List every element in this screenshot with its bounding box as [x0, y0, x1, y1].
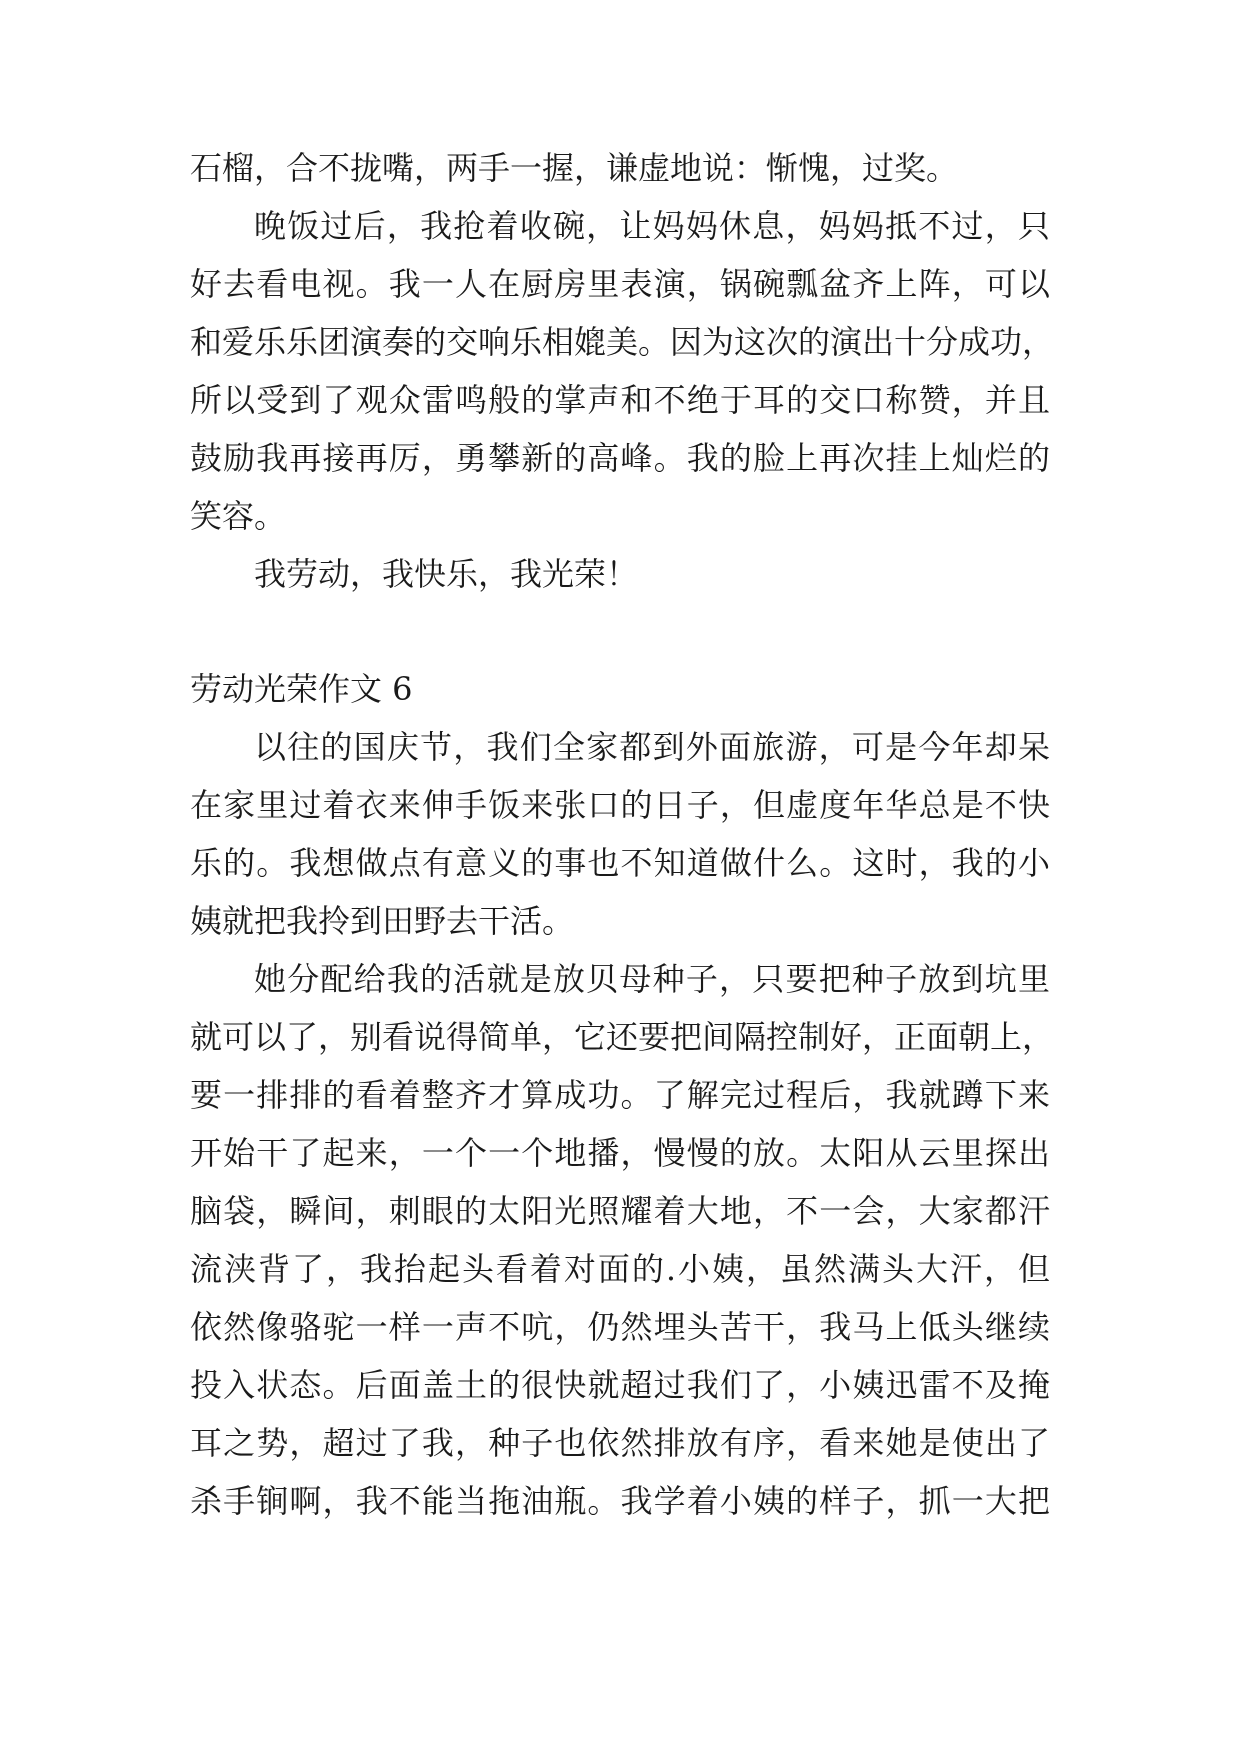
text-line: 鼓励我再接再厉，勇攀新的高峰。我的脸上再次挂上灿烂的	[190, 439, 1050, 477]
text-line: 开始干了起来，一个一个地播，慢慢的放。太阳从云里探出	[190, 1134, 1050, 1172]
text-line: 好去看电视。我一人在厨房里表演，锅碗瓢盆齐上阵，可以	[190, 265, 1050, 303]
text-line: 在家里过着衣来伸手饭来张口的日子，但虚度年华总是不快	[190, 786, 1050, 824]
section-title: 劳动光荣作文 6	[190, 670, 413, 708]
text-line: 以往的国庆节，我们全家都到外面旅游，可是今年却呆	[254, 728, 1050, 766]
text-line: 耳之势，超过了我，种子也依然排放有序，看来她是使出了	[190, 1424, 1050, 1462]
text-line: 要一排排的看着整齐才算成功。了解完过程后，我就蹲下来	[190, 1076, 1050, 1114]
text-line: 投入状态。后面盖土的很快就超过我们了，小姨迅雷不及掩	[190, 1366, 1050, 1404]
text-line: 笑容。	[190, 497, 287, 535]
text-line: 乐的。我想做点有意义的事也不知道做什么。这时，我的小	[190, 844, 1050, 882]
text-line: 她分配给我的活就是放贝母种子，只要把种子放到坑里	[254, 960, 1050, 998]
text-line: 流浃背了，我抬起头看着对面的.小姨，虽然满头大汗，但	[190, 1250, 1050, 1288]
text-line: 和爱乐乐团演奏的交响乐相媲美。因为这次的演出十分成功，	[190, 323, 1055, 361]
text-line: 杀手锏啊，我不能当拖油瓶。我学着小姨的样子，抓一大把	[190, 1482, 1050, 1520]
text-line: 就可以了，别看说得简单，它还要把间隔控制好，正面朝上，	[190, 1018, 1055, 1056]
text-line: 我劳动，我快乐，我光荣！	[254, 555, 639, 593]
text-line: 所以受到了观众雷鸣般的掌声和不绝于耳的交口称赞，并且	[190, 381, 1050, 419]
text-line: 石榴，合不拢嘴，两手一握，谦虚地说：惭愧，过奖。	[190, 149, 959, 187]
text-line: 晚饭过后，我抢着收碗，让妈妈休息，妈妈抵不过，只	[254, 207, 1050, 245]
text-line: 脑袋，瞬间，刺眼的太阳光照耀着大地，不一会，大家都汗	[190, 1192, 1050, 1230]
text-line: 姨就把我拎到田野去干活。	[190, 902, 575, 940]
text-line: 依然像骆驼一样一声不吭，仍然埋头苦干，我马上低头继续	[190, 1308, 1050, 1346]
